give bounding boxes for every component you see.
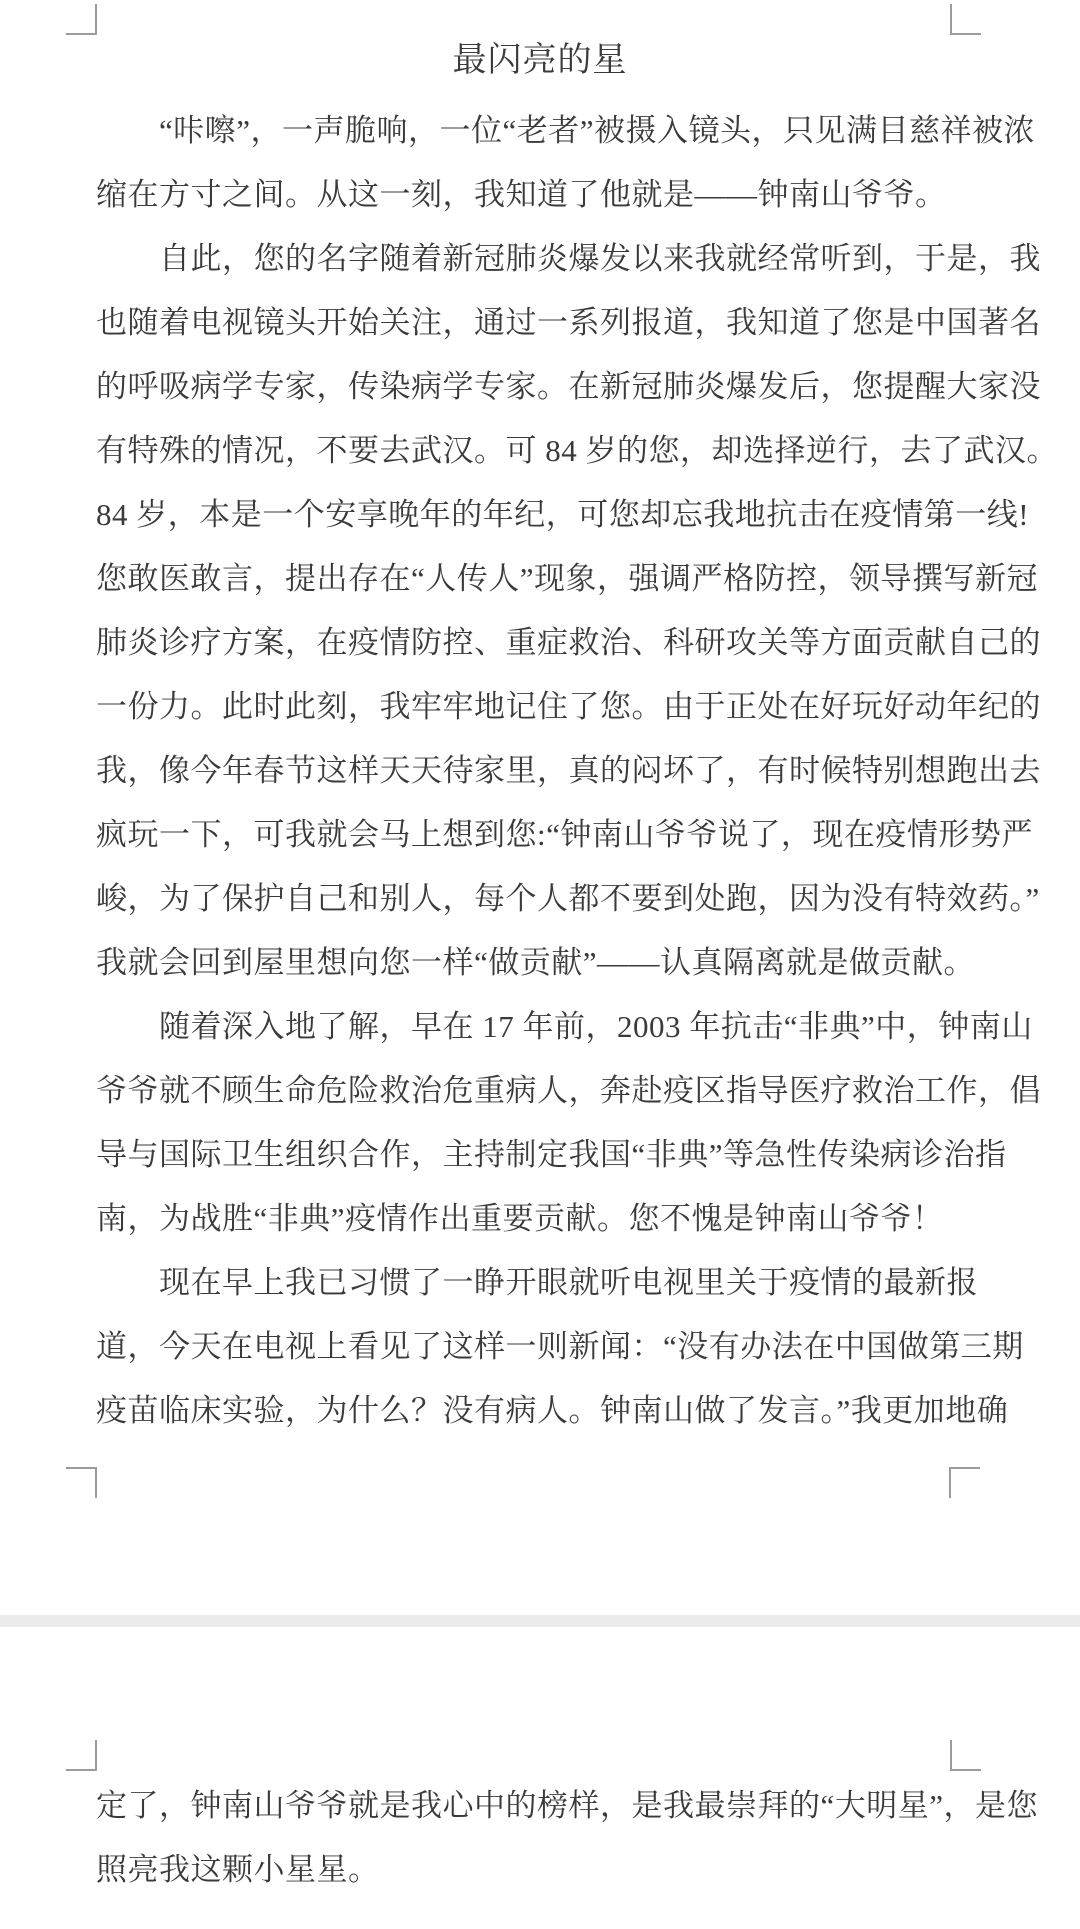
document-title[interactable]: 最闪亮的星 (452, 42, 628, 79)
text-line[interactable]: 道，今天在电视上看见了这样一则新闻：“没有办法在中国做第三期 (96, 1329, 1024, 1364)
text-line[interactable]: 84 岁，本是一个安享晚年的年纪，可您却忘我地抗击在疫情第一线! (96, 497, 1030, 532)
text-boundary-mark-top-right (950, 4, 981, 35)
text-line[interactable]: 的呼吸病学专家，传染病学专家。在新冠肺炎爆发后，您提醒大家没 (96, 369, 1041, 404)
text-line[interactable]: 自此，您的名字随着新冠肺炎爆发以来我就经常听到，于是，我 (96, 241, 1041, 276)
text-line[interactable]: 现在早上我已习惯了一睁开眼就听电视里关于疫情的最新报 (96, 1265, 978, 1300)
text-line[interactable]: 我，像今年春节这样天天待家里，真的闷坏了，有时候特别想跑出去 (96, 753, 1041, 788)
text-line[interactable]: 峻，为了保护自己和别人，每个人都不要到处跑，因为没有特效药。” (96, 881, 1040, 916)
text-boundary-mark-top-left (66, 1740, 97, 1771)
text-boundary-mark-bottom-left (66, 1467, 97, 1498)
text-line[interactable]: 肺炎诊疗方案，在疫情防控、重症救治、科研攻关等方面贡献自己的 (96, 625, 1041, 660)
text-line[interactable]: 爷爷就不顾生命危险救治危重病人，奔赴疫区指导医疗救治工作，倡 (96, 1073, 1041, 1108)
text-line[interactable]: 定了，钟南山爷爷就是我心中的榜样，是我最崇拜的“大明星”，是您 (96, 1788, 1039, 1823)
text-boundary-mark-bottom-right (949, 1467, 980, 1498)
text-line[interactable]: 我就会回到屋里想向您一样“做贡献”——认真隔离就是做贡献。 (96, 945, 976, 980)
text-line[interactable]: 导与国际卫生组织合作，主持制定我国“非典”等急性传染病诊治指 (96, 1137, 1007, 1172)
text-line[interactable]: 缩在方寸之间。从这一刻，我知道了他就是——钟南山爷爷。 (96, 177, 947, 212)
text-boundary-mark-top-left (66, 4, 97, 35)
page-separator (0, 1615, 1080, 1627)
text-line[interactable]: 南，为战胜“非典”疫情作出重要贡献。您不愧是钟南山爷爷！ (96, 1201, 944, 1236)
text-line[interactable]: 您敢医敢言，提出存在“人传人”现象，强调严格防控，领导撰写新冠 (96, 561, 1039, 596)
text-line[interactable]: 也随着电视镜头开始关注，通过一系列报道，我知道了您是中国著名 (96, 305, 1041, 340)
page-2-text (96, 1774, 1039, 1902)
text-boundary-mark-top-right (950, 1740, 981, 1771)
text-line[interactable]: 随着深入地了解，早在 17 年前，2003 年抗击“非典”中，钟南山 (96, 1009, 1033, 1044)
text-line[interactable]: 疫苗临床实验，为什么？没有病人。钟南山做了发言。”我更加地确 (96, 1393, 1009, 1428)
text-line[interactable]: 疯玩一下，可我就会马上想到您:“钟南山爷爷说了，现在疫情形势严 (96, 817, 1033, 852)
text-line[interactable]: 有特殊的情况，不要去武汉。可 84 岁的您，却选择逆行，去了武汉。 (96, 433, 1058, 468)
text-line[interactable]: “咔嚓”，一声脆响，一位“老者”被摄入镜头，只见满目慈祥被浓 (96, 113, 1036, 148)
page-1-text (96, 99, 1058, 1443)
text-line[interactable]: 一份力。此时此刻，我牢牢地记住了您。由于正处在好玩好动年纪的 (96, 689, 1041, 724)
text-line[interactable]: 照亮我这颗小星星。 (96, 1852, 380, 1887)
